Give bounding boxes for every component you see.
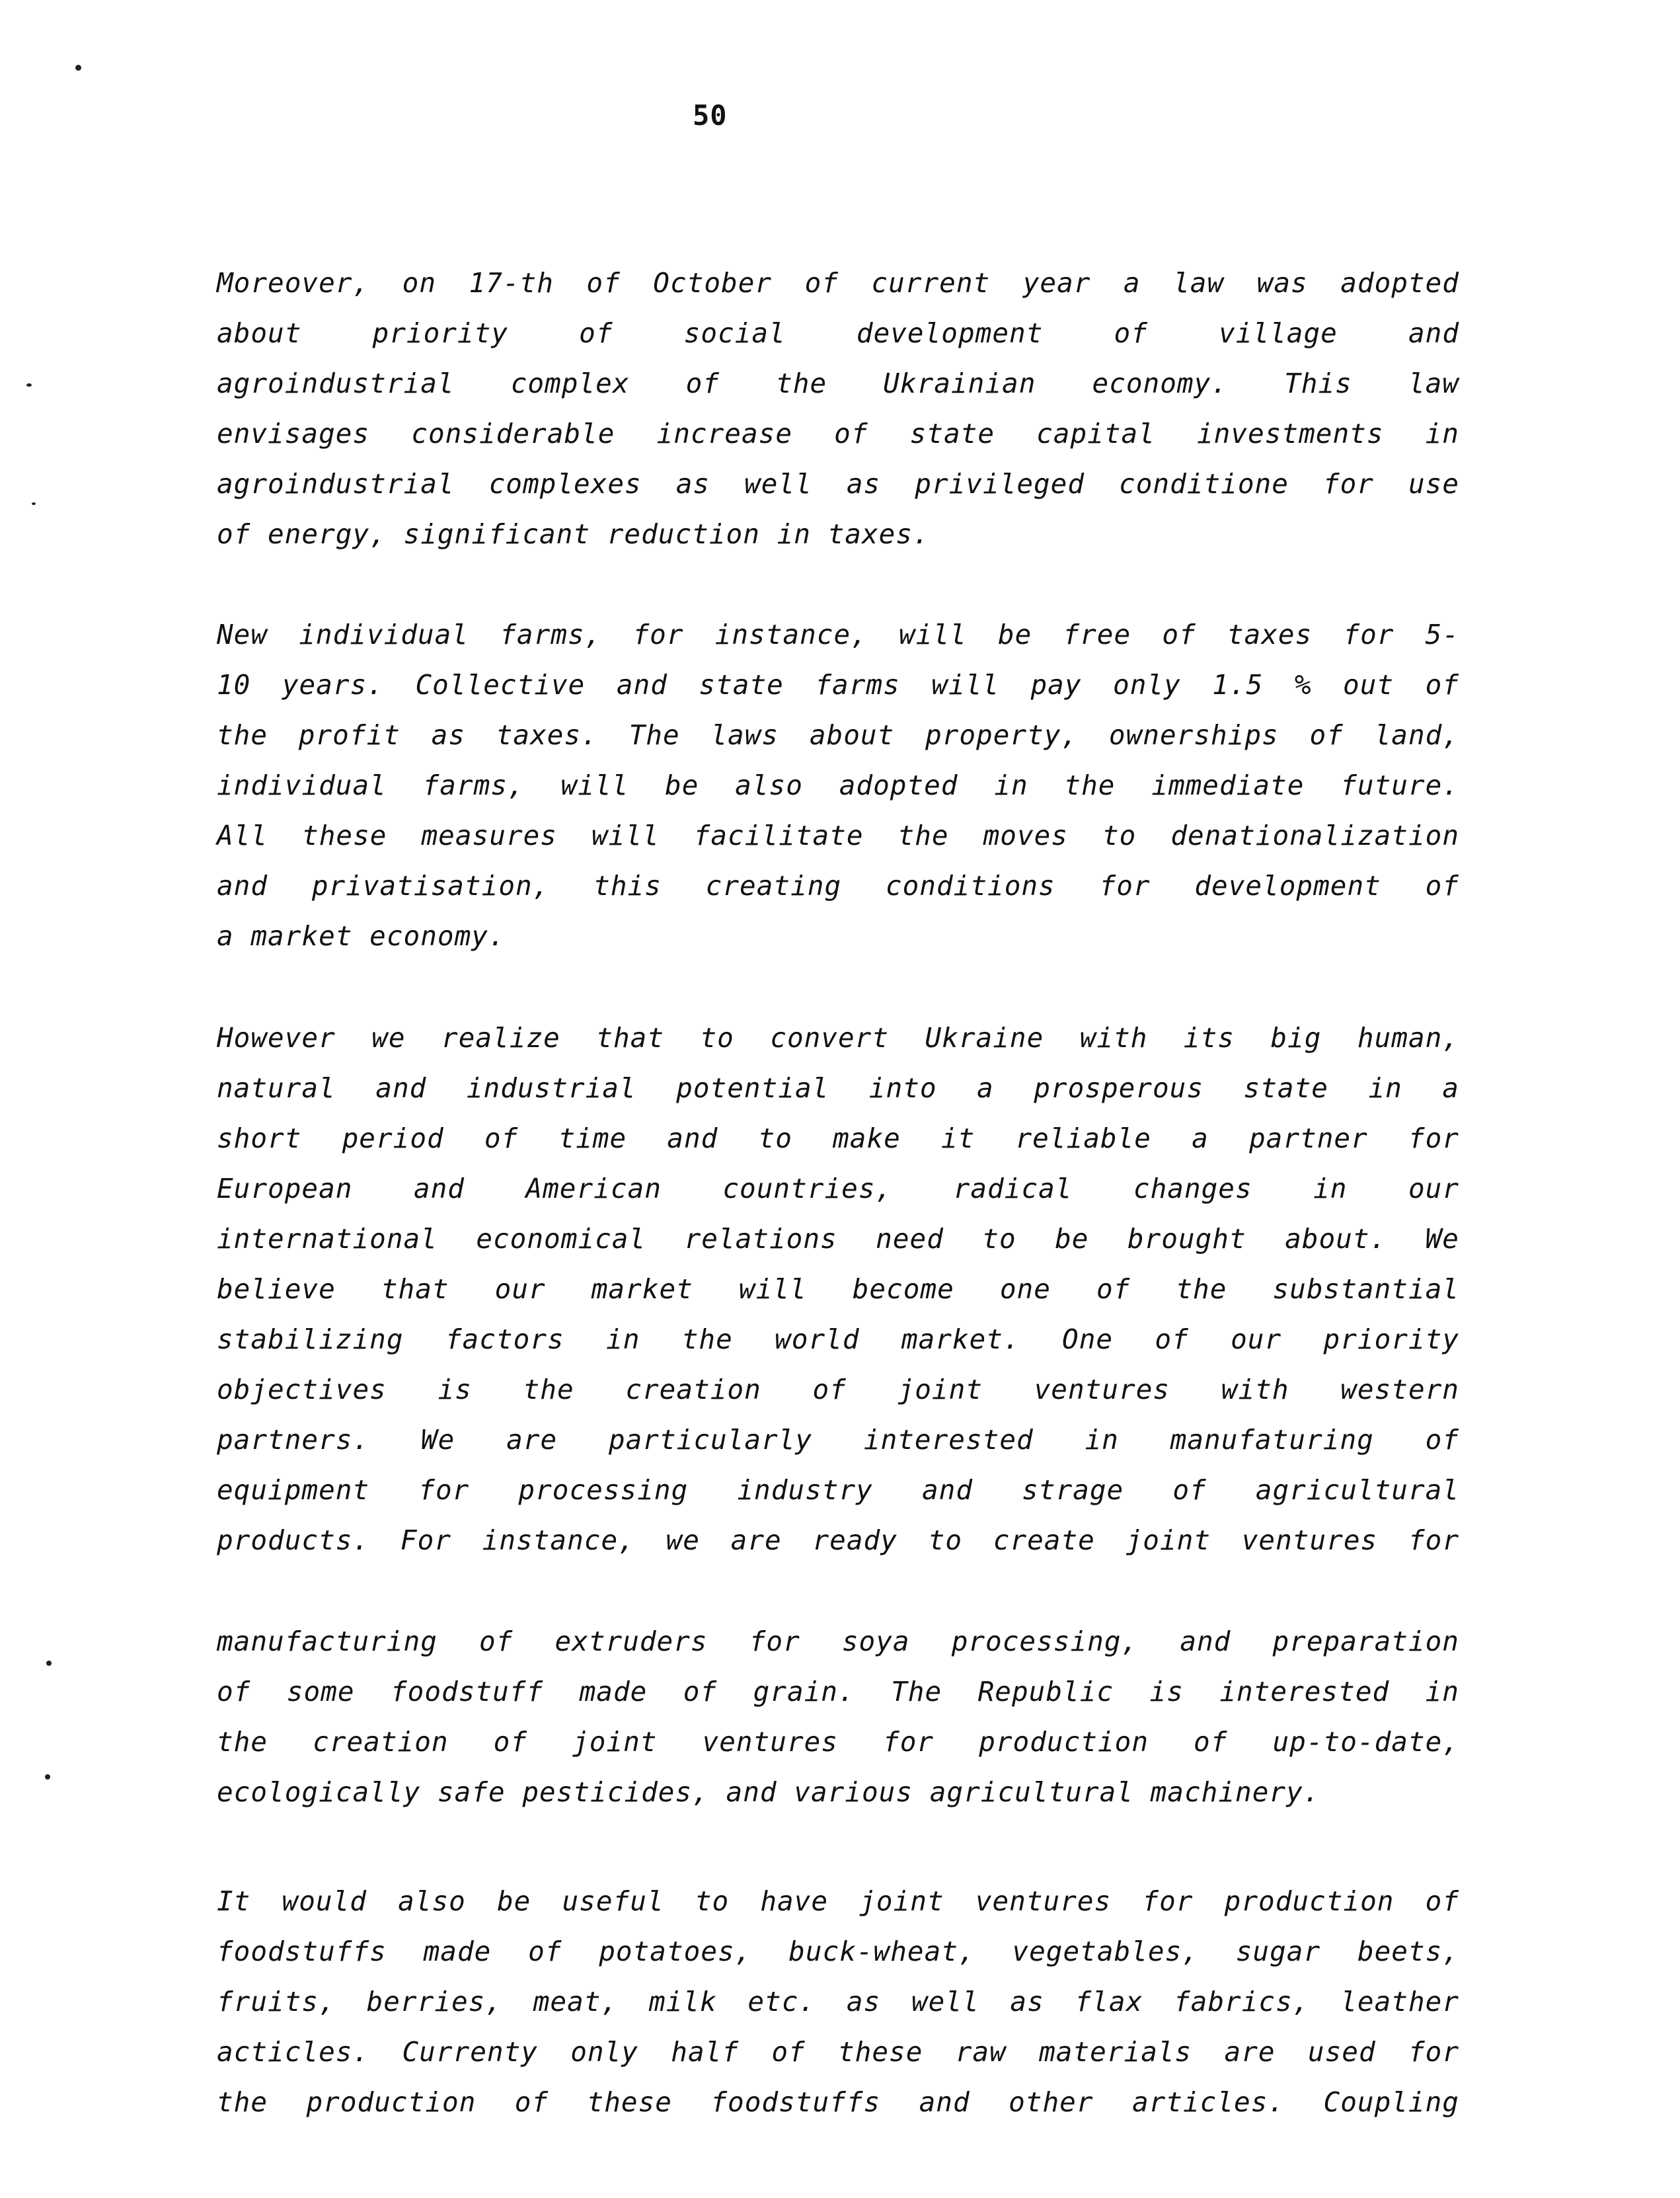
text-line: of energy, significant reduction in taxes. bbox=[217, 518, 930, 550]
paragraph-foodstuffs bbox=[217, 1876, 1459, 2127]
text-line: envisages considerable increase of state capital investments in bbox=[217, 418, 1459, 450]
text-line: the profit as taxes. The laws about property, ownerships of land, bbox=[217, 719, 1459, 751]
text-line: agroindustrial complexes as well as privileged conditione for use bbox=[217, 468, 1459, 500]
text-line: short period of time and to make it reliable a partner for bbox=[217, 1122, 1459, 1154]
text-line: and privatisation, this creating conditions for development of bbox=[217, 870, 1459, 902]
text-line: agroindustrial complex of the Ukrainian economy. This law bbox=[217, 368, 1459, 399]
text-line: believe that our market will become one of the substantial bbox=[217, 1273, 1459, 1305]
text-line: European and American countries, radical changes in our bbox=[217, 1173, 1459, 1204]
page-number: 50 bbox=[693, 99, 728, 132]
text-line: stabilizing factors in the world market. One of our priority bbox=[217, 1323, 1459, 1355]
text-line: ecologically safe pesticides, and various agricultural machinery. bbox=[217, 1776, 1320, 1808]
scan-speck bbox=[46, 1661, 52, 1666]
text-line: objectives is the creation of joint ventures with western bbox=[217, 1374, 1459, 1405]
scan-speck bbox=[26, 383, 32, 387]
paragraph-law-priority bbox=[217, 258, 1459, 559]
scan-speck bbox=[32, 502, 36, 505]
text-line: acticles. Currenty only half of these raw materials are used for bbox=[217, 2036, 1459, 2068]
text-line: partners. We are particularly interested in manufaturing of bbox=[217, 1424, 1459, 1456]
text-line: equipment for processing industry and strage of agricultural bbox=[217, 1474, 1459, 1506]
text-line: foodstuffs made of potatoes, buck-wheat, vegetables, sugar beets, bbox=[217, 1936, 1459, 1967]
paragraph-farm-taxes bbox=[217, 609, 1459, 961]
text-line: a market economy. bbox=[217, 920, 506, 952]
scan-speck bbox=[75, 65, 81, 71]
text-line: New individual farms, for instance, will be free of taxes for 5- bbox=[217, 619, 1459, 650]
paragraph-extruders bbox=[217, 1616, 1459, 1817]
text-line: 10 years. Collective and state farms will pay only 1.5 % out of bbox=[217, 669, 1459, 701]
text-line: fruits, berries, meat, milk etc. as well as flax fabrics, leather bbox=[217, 1986, 1459, 2018]
text-line: manufacturing of extruders for soya processing, and preparation bbox=[217, 1626, 1459, 1657]
text-line: the creation of joint ventures for production of up-to-date, bbox=[217, 1726, 1459, 1758]
text-line: of some foodstuff made of grain. The Republic is interested in bbox=[217, 1676, 1459, 1707]
text-line: All these measures will facilitate the moves to denationalization bbox=[217, 820, 1459, 851]
text-line: about priority of social development of village and bbox=[217, 317, 1459, 349]
text-line: Moreover, on 17-th of October of current year a law was adopted bbox=[217, 267, 1459, 299]
scan-speck bbox=[45, 1774, 50, 1780]
text-line: products. For instance, we are ready to create joint ventures for bbox=[217, 1524, 1459, 1556]
text-line: the production of these foodstuffs and other articles. Coupling bbox=[217, 2086, 1459, 2118]
text-line: individual farms, will be also adopted in the immediate future. bbox=[217, 769, 1459, 801]
text-line: international economical relations need to be brought about. We bbox=[217, 1223, 1459, 1255]
text-line: It would also be useful to have joint ventures for production of bbox=[217, 1885, 1459, 1917]
text-line: However we realize that to convert Ukraine with its big human, bbox=[217, 1022, 1459, 1054]
text-line: natural and industrial potential into a prosperous state in a bbox=[217, 1072, 1459, 1104]
paragraph-international-relations bbox=[217, 1013, 1459, 1565]
